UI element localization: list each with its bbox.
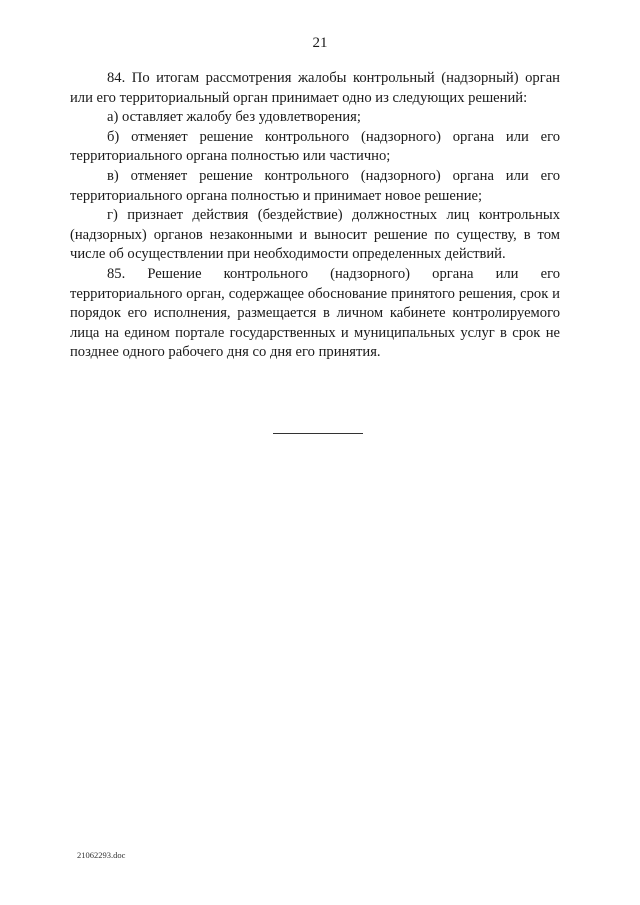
paragraph-84-v: в) отменяет решение контрольного (надзорного) органа или его территориального органа полностью и принимает новое решение; (70, 167, 560, 204)
paragraph-85: 85. Решение контрольного (надзорного) органа или его территориального орган, содержащее обоснование принятого решения, срок и порядок его исполнения, размещается в личном кабинете контролируемого лица на едином портале государственных и муниципальных услуг в срок не позднее одного рабочего дня со дня его принятия. (70, 265, 560, 361)
paragraph-84-g: г) признает действия (бездействие) должностных лиц контрольных (надзорных) органов незаконными и выносит решение по существу, в том числе об осуществлении при необходимости определенных действий. (70, 207, 560, 263)
paragraph-84: 84. По итогам рассмотрения жалобы контрольный (надзорный) орган или его территориальный орган принимает одно из следующих решений: (70, 70, 560, 106)
paragraph-84-b: б) отменяет решение контрольного (надзорного) органа или его территориального органа полностью или частично; (70, 128, 560, 165)
paragraph-84-a: а) оставляет жалобу без удовлетворения; (107, 109, 361, 126)
end-separator-line (273, 433, 363, 434)
page-number: 21 (312, 35, 328, 51)
document-body (70, 69, 560, 363)
footer-filename: 21062293.doc (77, 850, 126, 860)
